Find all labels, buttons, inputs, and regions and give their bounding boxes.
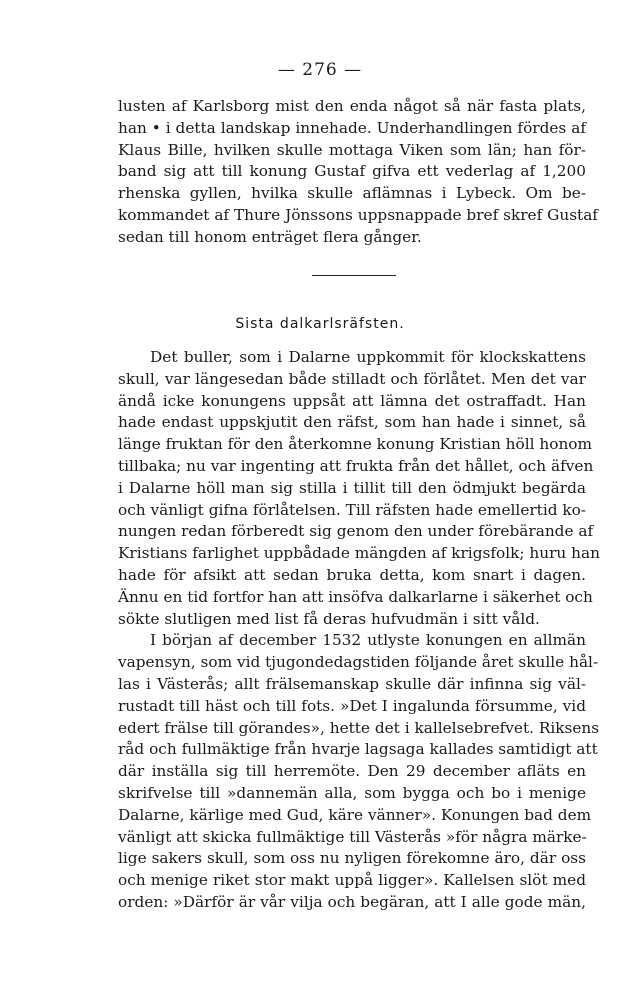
text-line: i Dalarne höll man sig stilla i tillit till den ödmjukt begärda — [118, 478, 586, 497]
text-line: tillbaka; nu var ingenting att frukta från det hållet, och äfven — [118, 456, 594, 475]
text-line: nungen redan förberedt sig genom den under förebärande af — [118, 522, 594, 541]
paragraph-3 — [118, 630, 600, 913]
text-line: vapensyn, som vid tjugondedagstiden följande året skulle hål- — [118, 653, 599, 672]
text-line: vänligt att skicka fullmäktige till Västerås »för några märke- — [118, 827, 587, 846]
text-line: band sig att till konung Gustaf gifva ett vederlag af 1,200 — [118, 162, 586, 181]
section-divider — [312, 275, 396, 276]
section-body — [118, 347, 600, 914]
text-line: rustadt till häst och till fots. »Det I ingalunda försumme, vid — [118, 696, 586, 715]
text-line: länge fruktan för den återkomne konung Kristian höll honom — [118, 435, 593, 454]
text-line: skull, var längesedan både stilladt och förlåtet. Men det var — [118, 369, 586, 388]
text-line: edert frälse till görandes», hette det i kallelsebrefvet. Riksens — [118, 718, 600, 737]
text-line: Dalarne, kärlige med Gud, käre vänner». Konungen bad dem — [118, 805, 592, 824]
text-line: och vänligt gifna förlåtelsen. Till räfsten hade emellertid ko- — [118, 500, 587, 519]
text-line: ändå icke konungens uppsåt att lämna det ostraffadt. Han — [118, 391, 586, 410]
text-line: I början af december 1532 utlyste konungen en allmän — [150, 631, 586, 650]
text-line: Ännu en tid fortfor han att insöfva dalkarlarne i säkerhet och — [118, 587, 593, 606]
text-line: sökte slutligen med list få deras hufvudmän i sitt våld. — [118, 609, 540, 628]
text-line: skrifvelse till »dannemän alla, som bygga och bo i menige — [118, 783, 586, 802]
paragraph-2 — [118, 347, 600, 630]
page-number: — 276 — — [277, 60, 363, 80]
paragraph-1 — [118, 96, 598, 249]
text-line: sedan till honom enträget flera gånger. — [118, 227, 422, 246]
text-line: Det buller, som i Dalarne uppkommit för klockskattens — [150, 348, 586, 366]
text-line: orden: »Därför är vår vilja och begäran, att I alle gode män, — [118, 892, 586, 911]
text-line: råd och fullmäktige från hvarje lagsaga kallades samtidigt att — [118, 740, 598, 759]
text-line: där inställa sig till herremöte. Den 29 december afläts en — [118, 762, 586, 781]
text-line: han • i detta landskap innehade. Underhandlingen fördes af — [118, 118, 586, 137]
text-line: lusten af Karlsborg mist den enda något så när fasta plats, — [118, 97, 586, 115]
text-line: Klaus Bille, hvilken skulle mottaga Viken som län; han för- — [118, 140, 586, 159]
text-line: lige sakers skull, som oss nu nyligen förekomne äro, där oss — [118, 849, 586, 868]
text-line: rhenska gyllen, hvilka skulle aflämnas i Lybeck. Om be- — [118, 184, 586, 203]
text-line: kommandet af Thure Jönssons uppsnappade bref skref Gustaf — [118, 205, 598, 224]
text-line: Kristians farlighet uppbådade mängden af krigsfolk; huru han — [118, 544, 600, 563]
text-line: hade endast uppskjutit den räfst, som han hade i sinnet, så — [118, 413, 586, 432]
text-line: las i Västerås; allt frälsemanskap skulle där infinna sig väl- — [118, 674, 586, 693]
text-line: hade för afsikt att sedan bruka detta, kom snart i dagen. — [118, 565, 586, 584]
section-heading: Sista dalkarlsräfsten. — [235, 316, 405, 332]
text-line: och menige riket stor makt uppå ligger». Kallelsen slöt med — [118, 871, 586, 890]
